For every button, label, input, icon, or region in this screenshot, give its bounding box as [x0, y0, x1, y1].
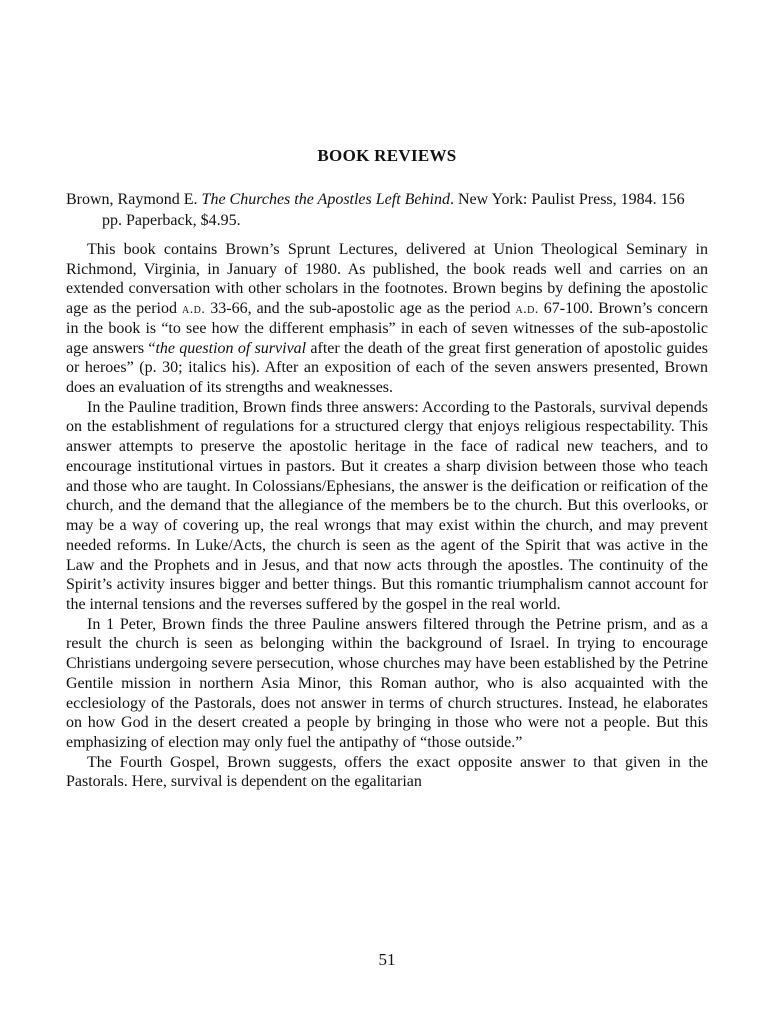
document-page — [66, 0, 708, 1024]
review-body — [66, 240, 708, 792]
era-abbreviation: a.d. — [181, 301, 206, 317]
paragraph-1-text-c: 67-100. Brown’s concern in the book is “to see how the different emphasis” in each of seven witnesses of the sub-apostolic age answers “ — [66, 300, 709, 357]
citation-author: Brown, Raymond E. — [66, 191, 198, 208]
citation-title: The Churches the Apostles Left Behind — [201, 191, 450, 208]
section-heading: BOOK REVIEWS — [317, 146, 457, 165]
paragraph-1-text-d: after the death of the great first generation of apostolic guides or heroes” (p. 30; italics his). After an exposition of each of the seven answers presented, Brown does an evaluation of its strengths and weaknesses. — [66, 339, 708, 397]
emphasized-quote: the question of survival — [155, 339, 307, 357]
page-number: 51 — [378, 950, 396, 969]
paragraph-1-text-b: 33-66, and the sub-apostolic age as the period — [205, 300, 516, 318]
book-citation — [66, 189, 708, 231]
era-abbreviation: a.d. — [515, 301, 539, 317]
paragraph-2: In the Pauline tradition, Brown finds three answers: According to the Pastorals, survival depends on the establishment of regulations for a structured clergy that enjoys religious respectability. This answer attempts to preserve the apostolic heritage in the face of radical new teachers, and to encourage institutional virtues in pastors. But it creates a sharp division between those who teach and those who are taught. In Colossians/Ephesians, the answer is the deification or reification of the church, and the demand that the allegiance of the members be to the church. But this overlooks, or may be a way of covering up, the real wrongs that may exist within the church, and may prevent needed reforms. In Luke/Acts, the church is seen as the agent of the Spirit that was active in the Law and the Prophets and in Jesus, and that now acts through the apostles. The continuity of the Spirit’s activity insures bigger and better things. But this romantic triumphalism cannot account for the internal tensions and the reverses suffered by the gospel in the real world. — [66, 398, 708, 613]
paragraph-3: In 1 Peter, Brown finds the three Pauline answers filtered through the Petrine prism, and as a result the church is seen as belonging within the background of Israel. In trying to encourage Christians undergoing severe persecution, whose churches may have been established by the Petrine Gentile mission in northern Asia Minor, this Roman author, who is also acquainted with the ecclesiology of the Pastorals, does not answer in terms of church structures. Instead, he elaborates on how God in the desert created a people by bringing in those who were not a people. But this emphasizing of election may only fuel the antipathy of “those outside.” — [66, 615, 708, 751]
paragraph-1-text-a: This book contains Brown’s Sprunt Lectures, delivered at Union Theological Seminary in Richmond, Virginia, in January of 1980. As published, the book reads well and carries on an extended conversation with other scholars in the footnotes. Brown begins by defining the apostolic age as the period — [66, 241, 708, 318]
citation-publication: . New York: Paulist Press, 1984. 156 pp. Paperback, $4.95. — [102, 191, 685, 229]
paragraph-1 — [66, 240, 708, 398]
paragraph-4: The Fourth Gospel, Brown suggests, offers the exact opposite answer to that given in the Pastorals. Here, survival is dependent on the egalitarian — [66, 753, 708, 791]
